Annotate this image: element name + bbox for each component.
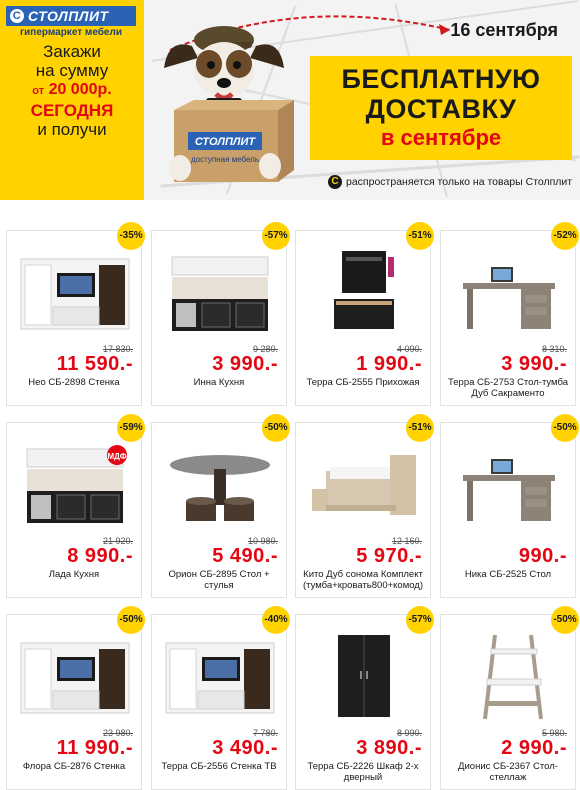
old-price: 23 980. xyxy=(102,728,133,738)
wardrobe-icon[interactable] xyxy=(306,627,422,725)
new-price: 1 990.- xyxy=(356,353,422,375)
promo-banner[interactable] xyxy=(0,0,580,200)
tv-wall-unit-icon[interactable] xyxy=(17,243,133,341)
product-card[interactable] xyxy=(295,230,431,406)
offer-note xyxy=(328,175,572,189)
product-name[interactable]: Ника СБ-2525 Стол xyxy=(464,569,552,580)
old-price: 4 090. xyxy=(396,344,422,354)
brand-c-icon: С xyxy=(328,175,342,189)
product-name[interactable]: Дионис СБ-2367 Стол-стеллаж xyxy=(458,761,558,783)
old-price: 9 280. xyxy=(252,344,278,354)
logo-subtitle: гипермаркет мебели xyxy=(19,27,122,38)
product-card[interactable] xyxy=(151,422,287,598)
product-name[interactable]: Кито Дуб сонома Комплект (тумба+кровать800+комод) xyxy=(302,569,424,591)
old-price: 8 310. xyxy=(541,344,567,354)
product-name[interactable]: Терра СБ-2753 Стол-тумба Дуб Сакраменто xyxy=(448,377,568,399)
banner-date: 16 сентября xyxy=(450,20,558,40)
old-price: 12 160. xyxy=(391,536,422,546)
product-card[interactable] xyxy=(440,614,576,790)
kitchen-set-icon[interactable] xyxy=(17,435,133,533)
promo-panel xyxy=(0,0,144,200)
new-price: 3 490.- xyxy=(212,737,278,759)
old-price: 5 980. xyxy=(541,728,567,738)
product-name[interactable]: Терра СБ-2555 Прихожая xyxy=(306,377,420,388)
new-price: 990.- xyxy=(518,545,567,567)
kitchen-set-icon[interactable] xyxy=(162,243,278,341)
discount-badge: -57% xyxy=(406,606,434,634)
hallway-set-icon[interactable] xyxy=(306,243,422,341)
product-name[interactable]: Лада Кухня xyxy=(48,569,100,580)
product-name[interactable]: Флора СБ-2876 Стенка xyxy=(22,761,126,772)
offer-line: БЕСПЛАТНУЮ xyxy=(341,64,541,94)
offer-line: ДОСТАВКУ xyxy=(365,94,517,124)
discount-badge: -35% xyxy=(117,222,145,250)
product-name[interactable]: Терра СБ-2226 Шкаф 2-х дверный xyxy=(307,761,419,783)
old-price: 7 780. xyxy=(252,728,278,738)
new-price: 3 890.- xyxy=(356,737,422,759)
ladder-desk-icon[interactable] xyxy=(451,627,567,725)
product-card[interactable] xyxy=(151,614,287,790)
box-brand-text: СТОЛПЛИТ xyxy=(194,136,256,148)
desk-icon[interactable] xyxy=(451,243,567,341)
promo-line: и получи xyxy=(37,120,107,139)
discount-badge: -40% xyxy=(262,606,290,634)
old-price: 8 990. xyxy=(396,728,422,738)
desk-icon[interactable] xyxy=(451,435,567,533)
product-card[interactable] xyxy=(440,230,576,406)
product-card[interactable] xyxy=(6,614,142,790)
promo-amount-value: 20 000 xyxy=(48,81,98,98)
discount-badge: -52% xyxy=(551,222,579,250)
new-price: 11 590.- xyxy=(56,353,133,375)
promo-text xyxy=(0,42,144,139)
new-price: 5 490.- xyxy=(212,545,278,567)
logo-text: СТОЛПЛИТ xyxy=(28,8,109,24)
new-price: 5 970.- xyxy=(356,545,422,567)
discount-badge: -51% xyxy=(406,222,434,250)
product-name[interactable]: Терра СБ-2556 Стенка ТВ xyxy=(161,761,277,772)
product-card[interactable] xyxy=(6,422,142,598)
discount-badge: -50% xyxy=(117,606,145,634)
discount-badge: -50% xyxy=(551,606,579,634)
old-price: 10 980. xyxy=(247,536,278,546)
promo-line: Закажи xyxy=(43,42,101,61)
offer-month: в сентябре xyxy=(380,125,502,150)
promo-from: от xyxy=(32,85,45,97)
mdf-sticker-text: МДФ xyxy=(107,452,127,461)
promo-today: СЕГОДНЯ xyxy=(30,101,114,120)
old-price: 21 920. xyxy=(102,536,133,546)
product-name[interactable]: Нео СБ-2898 Стенка xyxy=(28,377,120,388)
discount-badge: -51% xyxy=(406,414,434,442)
old-price: 17 830. xyxy=(102,344,133,354)
box-tagline-text: доступная мебель xyxy=(191,155,259,164)
bedroom-set-icon[interactable] xyxy=(306,435,422,533)
new-price: 3 990.- xyxy=(501,353,567,375)
promo-line: на сумму xyxy=(35,61,109,80)
offer-note-text: распространяется только на товары Столплит xyxy=(346,175,573,188)
promo-amount xyxy=(0,80,144,101)
logo-icon: С xyxy=(10,9,24,23)
product-card[interactable] xyxy=(151,230,287,406)
discount-badge: -50% xyxy=(262,414,290,442)
new-price: 2 990.- xyxy=(501,737,567,759)
discount-badge: -50% xyxy=(551,414,579,442)
tv-wall-unit-icon[interactable] xyxy=(17,627,133,725)
new-price: 11 990.- xyxy=(56,737,133,759)
product-card[interactable] xyxy=(440,422,576,598)
delivery-dog-illustration xyxy=(154,8,294,198)
brand-logo[interactable] xyxy=(6,6,136,26)
table-chairs-icon[interactable] xyxy=(162,435,278,533)
product-name[interactable]: Инна Кухня xyxy=(193,377,245,388)
tv-wall-unit-icon[interactable] xyxy=(162,627,278,725)
promo-currency: р. xyxy=(97,81,112,98)
discount-badge: -59% xyxy=(117,414,145,442)
free-delivery-box[interactable] xyxy=(310,56,572,160)
discount-badge: -57% xyxy=(262,222,290,250)
product-card[interactable] xyxy=(295,422,431,598)
new-price: 3 990.- xyxy=(212,353,278,375)
new-price: 8 990.- xyxy=(67,545,133,567)
product-card[interactable] xyxy=(295,614,431,790)
product-card[interactable] xyxy=(6,230,142,406)
product-name[interactable]: Орион СБ-2895 Стол + стулья xyxy=(168,569,270,591)
